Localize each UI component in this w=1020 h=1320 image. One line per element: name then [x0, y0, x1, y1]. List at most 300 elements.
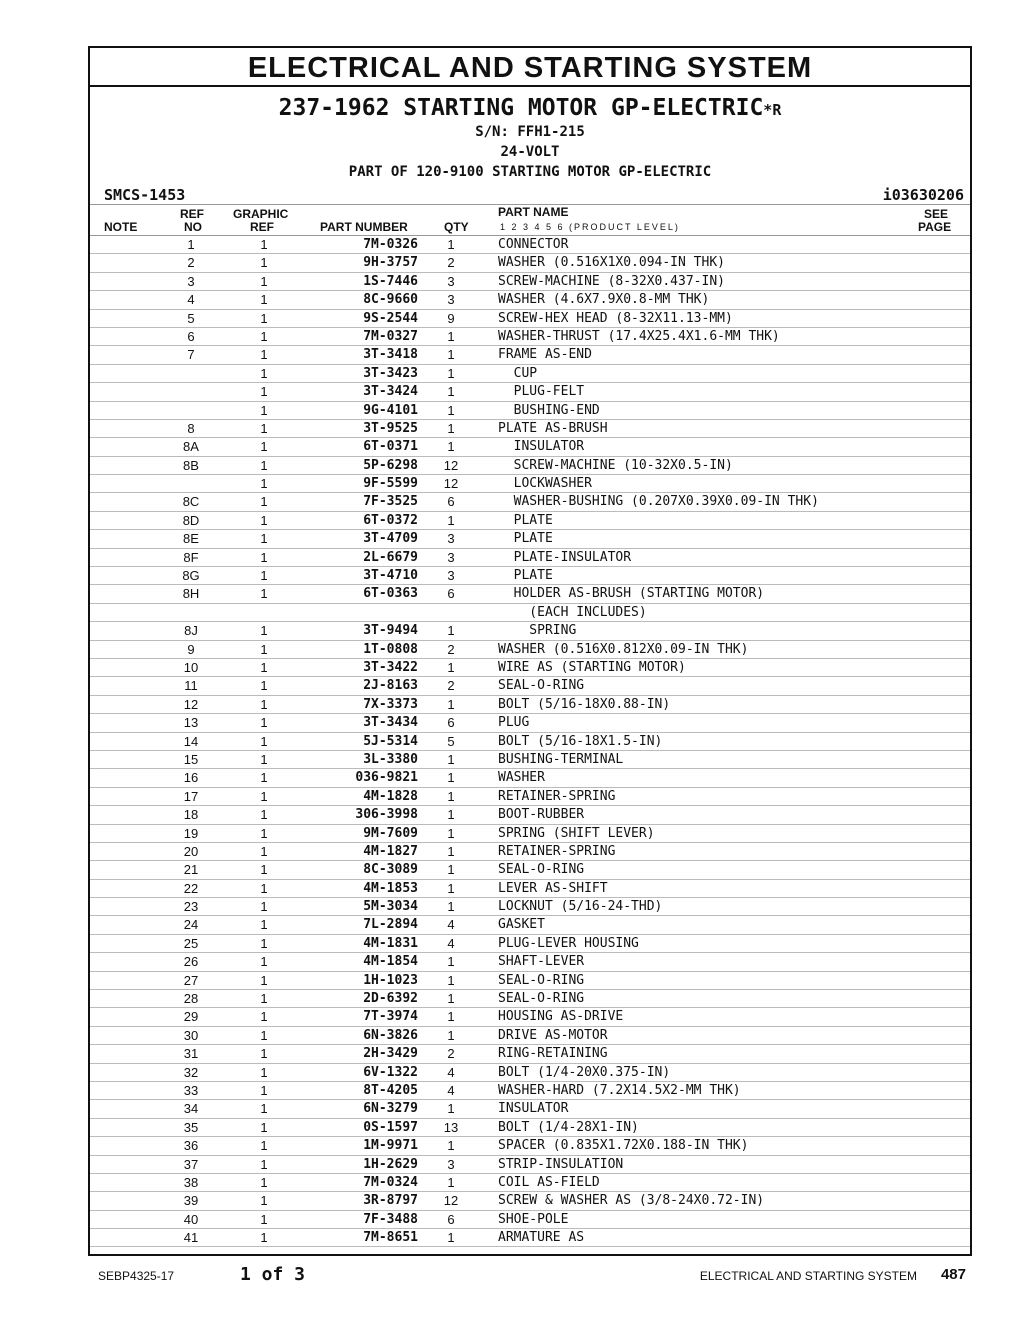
part-number: 3R-8797 — [363, 1193, 418, 1209]
part-number: 7F-3525 — [363, 494, 418, 510]
part-name: SPACER (0.835X1.72X0.188-IN THK) — [498, 1138, 749, 1154]
part-name: ARMATURE AS — [498, 1230, 585, 1246]
part-name: COIL AS-FIELD — [498, 1174, 600, 1190]
part-name: SEAL-O-RING — [498, 862, 585, 878]
graphic-ref: 1 — [260, 788, 268, 804]
table-row — [90, 530, 970, 548]
ref-no: 28 — [183, 991, 199, 1007]
ref-no: 30 — [183, 1027, 199, 1043]
quantity: 1 — [447, 659, 455, 675]
graphic-ref: 1 — [260, 954, 268, 970]
quantity: 1 — [447, 751, 455, 767]
part-number: 9F-5599 — [363, 476, 418, 492]
quantity: 1 — [447, 439, 455, 455]
table-row — [90, 1192, 970, 1210]
graphic-ref: 1 — [260, 531, 268, 547]
quantity: 3 — [447, 568, 455, 584]
ref-no: 20 — [183, 843, 199, 859]
part-number: 5J-5314 — [363, 733, 418, 749]
ref-no: 39 — [183, 1193, 199, 1209]
ref-no: 24 — [183, 917, 199, 933]
part-number: 6N-3826 — [363, 1027, 418, 1043]
part-number: 3T-3418 — [363, 347, 418, 363]
ref-no: 22 — [183, 880, 199, 896]
ref-no: 36 — [183, 1138, 199, 1154]
part-number: 4M-1854 — [363, 954, 418, 970]
quantity: 12 — [443, 1193, 459, 1209]
table-row — [90, 585, 970, 603]
part-name: PLUG-LEVER HOUSING — [498, 935, 639, 951]
quantity: 4 — [447, 935, 455, 951]
part-number: 7M-0324 — [363, 1174, 418, 1190]
parts-list-frame — [88, 46, 972, 1256]
ref-no: 8J — [184, 623, 198, 639]
graphic-ref: 1 — [260, 715, 268, 731]
graphic-ref: 1 — [260, 476, 268, 492]
ref-no: 41 — [183, 1230, 199, 1246]
part-name: SPRING (SHIFT LEVER) — [498, 825, 655, 841]
part-number: 7L-2894 — [363, 917, 418, 933]
table-row — [90, 880, 970, 898]
quantity: 12 — [443, 476, 459, 492]
col-note: NOTE — [104, 220, 138, 234]
graphic-ref: 1 — [260, 328, 268, 344]
quantity: 2 — [447, 255, 455, 271]
graphic-ref: 1 — [260, 1211, 268, 1227]
part-number: 5P-6298 — [363, 457, 418, 473]
part-number: 0S-1597 — [363, 1119, 418, 1135]
quantity: 6 — [447, 1211, 455, 1227]
ref-no: 1 — [187, 237, 195, 252]
table-row — [90, 365, 970, 383]
part-name: HOUSING AS-DRIVE — [498, 1009, 624, 1025]
part-number: 9G-4101 — [363, 402, 418, 418]
footer-section: ELECTRICAL AND STARTING SYSTEM — [699, 1269, 917, 1283]
ref-no: 3 — [187, 273, 195, 289]
part-number: 1H-1023 — [363, 972, 418, 988]
part-name: RING-RETAINING — [498, 1046, 608, 1062]
part-number: 2H-3429 — [363, 1046, 418, 1062]
part-number: 1H-2629 — [363, 1156, 418, 1172]
table-row — [90, 714, 970, 732]
ref-no: 2 — [187, 255, 195, 271]
part-number: 1M-9971 — [363, 1138, 418, 1154]
ref-no: 6 — [187, 328, 195, 344]
quantity: 13 — [443, 1119, 459, 1135]
part-of-line: PART OF 120-9100 STARTING MOTOR GP-ELECTRIC — [348, 164, 712, 180]
col-qty: QTY — [444, 220, 469, 234]
part-name: SHOE-POLE — [498, 1211, 569, 1227]
part-number: 6V-1322 — [363, 1064, 418, 1080]
part-name: WASHER — [498, 770, 545, 786]
part-name: WIRE AS (STARTING MOTOR) — [498, 659, 686, 675]
table-row — [90, 861, 970, 879]
ref-no: 15 — [183, 751, 199, 767]
graphic-ref: 1 — [260, 384, 268, 400]
quantity: 1 — [447, 328, 455, 344]
part-number: 8T-4205 — [363, 1082, 418, 1098]
quantity: 1 — [447, 843, 455, 859]
part-name: PLATE — [498, 531, 553, 547]
part-number: 3T-3424 — [363, 384, 418, 400]
ref-no: 17 — [183, 788, 199, 804]
ref-no: 7 — [187, 347, 195, 363]
ref-no: 37 — [183, 1156, 199, 1172]
graphic-ref: 1 — [260, 568, 268, 584]
table-row — [90, 1156, 970, 1174]
part-number: 2L-6679 — [363, 549, 418, 565]
quantity: 1 — [447, 825, 455, 841]
quantity: 1 — [447, 623, 455, 639]
table-row — [90, 438, 970, 456]
quantity: 1 — [447, 1230, 455, 1246]
table-row — [90, 769, 970, 787]
part-name: PLATE-INSULATOR — [498, 549, 632, 565]
part-number: 3L-3380 — [363, 751, 418, 767]
smcs-code: SMCS-1453 — [104, 186, 186, 204]
serial-number: S/N: FFH1-215 — [475, 124, 585, 140]
table-row — [90, 898, 970, 916]
part-number: 3T-3434 — [363, 715, 418, 731]
table-row — [90, 328, 970, 346]
col-graphic-top: GRAPHIC — [233, 207, 289, 221]
part-name: SCREW & WASHER AS (3/8-24X0.72-IN) — [498, 1193, 765, 1209]
id-line — [90, 182, 970, 204]
graphic-ref: 1 — [260, 659, 268, 675]
table-row — [90, 567, 970, 585]
table-row — [90, 659, 970, 677]
quantity: 1 — [447, 237, 455, 252]
table-row — [90, 310, 970, 328]
part-number: 6T-0363 — [363, 586, 418, 602]
part-name: CONNECTOR — [498, 237, 569, 252]
graphic-ref: 1 — [260, 972, 268, 988]
quantity: 3 — [447, 273, 455, 289]
part-number: 7T-3974 — [363, 1009, 418, 1025]
ref-no: 5 — [187, 310, 195, 326]
table-row — [90, 273, 970, 291]
part-name: INSULATOR — [498, 439, 585, 455]
ref-no: 38 — [183, 1174, 199, 1190]
quantity: 3 — [447, 549, 455, 565]
table-row — [90, 457, 970, 475]
page-number: 487 — [940, 1266, 966, 1283]
part-number: 9S-2544 — [363, 310, 418, 326]
table-row — [90, 1174, 970, 1192]
graphic-ref: 1 — [260, 1064, 268, 1080]
ref-no: 23 — [183, 899, 199, 915]
part-name: WASHER (4.6X7.9X0.8-MM THK) — [498, 292, 710, 308]
quantity: 2 — [447, 678, 455, 694]
part-name: WASHER-HARD (7.2X14.5X2-MM THK) — [498, 1082, 741, 1098]
graphic-ref: 1 — [260, 880, 268, 896]
table-row — [90, 1064, 970, 1082]
part-number: 306-3998 — [355, 807, 418, 823]
quantity: 1 — [447, 1138, 455, 1154]
table-row — [90, 420, 970, 438]
ref-no: 16 — [183, 770, 199, 786]
part-number: 7X-3373 — [363, 696, 418, 712]
col-part-number: PART NUMBER — [320, 220, 408, 234]
table-row — [90, 1100, 970, 1118]
part-name: WASHER (0.516X1X0.094-IN THK) — [498, 255, 725, 271]
part-number: 2D-6392 — [363, 991, 418, 1007]
table-row — [90, 549, 970, 567]
quantity: 1 — [447, 807, 455, 823]
quantity: 4 — [447, 917, 455, 933]
part-name: BOLT (5/16-18X0.88-IN) — [498, 696, 671, 712]
part-name: SCREW-MACHINE (8-32X0.437-IN) — [498, 273, 725, 289]
part-number: 3T-4709 — [363, 531, 418, 547]
part-name: LOCKWASHER — [498, 476, 592, 492]
graphic-ref: 1 — [260, 586, 268, 602]
quantity: 1 — [447, 1101, 455, 1117]
part-number: 1T-0808 — [363, 641, 418, 657]
table-row — [90, 236, 970, 254]
table-row — [90, 475, 970, 493]
ref-no: 8B — [183, 457, 199, 473]
quantity: 6 — [447, 586, 455, 602]
graphic-ref: 1 — [260, 1027, 268, 1043]
ref-no: 12 — [183, 696, 199, 712]
graphic-ref: 1 — [260, 696, 268, 712]
ref-no: 32 — [183, 1064, 199, 1080]
graphic-ref: 1 — [260, 862, 268, 878]
part-number: 9H-3757 — [363, 255, 418, 271]
col-see-bottom: PAGE — [918, 220, 952, 234]
graphic-ref: 1 — [260, 347, 268, 363]
graphic-ref: 1 — [260, 1009, 268, 1025]
graphic-ref: 1 — [260, 1119, 268, 1135]
section-title-band — [90, 48, 970, 87]
table-row — [90, 254, 970, 272]
graphic-ref: 1 — [260, 641, 268, 657]
table-row — [90, 641, 970, 659]
part-name: SPRING — [498, 623, 577, 639]
table-row — [90, 1211, 970, 1229]
part-name: WASHER-THRUST (17.4X25.4X1.6-MM THK) — [498, 328, 780, 344]
table-row — [90, 953, 970, 971]
table-row — [90, 788, 970, 806]
quantity: 2 — [447, 641, 455, 657]
ref-no: 8H — [182, 586, 200, 602]
ref-no: 18 — [183, 807, 199, 823]
part-name: RETAINER-SPRING — [498, 788, 616, 804]
graphic-ref: 1 — [260, 549, 268, 565]
part-number: 7M-0326 — [363, 237, 418, 252]
table-row — [90, 383, 970, 401]
part-name: PLUG — [498, 715, 530, 731]
part-number: 7F-3488 — [363, 1211, 418, 1227]
ref-no: 11 — [184, 678, 198, 694]
illustration-id: i03630206 — [882, 186, 964, 204]
part-number: 1S-7446 — [363, 273, 418, 289]
graphic-ref: 1 — [260, 623, 268, 639]
group-suffix: *R — [763, 101, 782, 119]
part-number: 2J-8163 — [363, 678, 418, 694]
part-number: 7M-0327 — [363, 328, 418, 344]
quantity: 1 — [447, 402, 455, 418]
quantity: 6 — [447, 494, 455, 510]
part-name: (EACH INCLUDES) — [498, 604, 647, 620]
quantity: 1 — [447, 1027, 455, 1043]
part-name: PLATE — [498, 512, 553, 528]
ref-no: 8E — [183, 531, 199, 547]
table-row — [90, 291, 970, 309]
quantity: 3 — [447, 1156, 455, 1172]
quantity: 1 — [447, 512, 455, 528]
part-number: 6T-0372 — [363, 512, 418, 528]
graphic-ref: 1 — [260, 1046, 268, 1062]
quantity: 1 — [447, 788, 455, 804]
table-row — [90, 806, 970, 824]
ref-no: 14 — [183, 733, 199, 749]
graphic-ref: 1 — [260, 1174, 268, 1190]
quantity: 1 — [447, 1174, 455, 1190]
part-name: SCREW-MACHINE (10-32X0.5-IN) — [498, 457, 733, 473]
graphic-ref: 1 — [260, 991, 268, 1007]
part-number: 5M-3034 — [363, 899, 418, 915]
part-number: 3T-3423 — [363, 365, 418, 381]
graphic-ref: 1 — [260, 917, 268, 933]
table-row — [90, 622, 970, 640]
ref-no: 29 — [183, 1009, 199, 1025]
graphic-ref: 1 — [260, 310, 268, 326]
document-id: SEBP4325-17 — [98, 1269, 175, 1283]
part-number: 8C-3089 — [363, 862, 418, 878]
table-row — [90, 1045, 970, 1063]
quantity: 1 — [447, 880, 455, 896]
part-number: 3T-4710 — [363, 568, 418, 584]
parts-table — [90, 236, 970, 1247]
graphic-ref: 1 — [260, 255, 268, 271]
table-row — [90, 972, 970, 990]
ref-no: 8D — [182, 512, 200, 528]
part-name: CUP — [498, 365, 538, 381]
table-row — [90, 1137, 970, 1155]
quantity: 1 — [447, 420, 455, 436]
ref-no: 34 — [183, 1101, 199, 1117]
ref-no: 21 — [183, 862, 199, 878]
table-row — [90, 1119, 970, 1137]
part-name: BUSHING-END — [498, 402, 600, 418]
page-footer — [0, 1264, 1020, 1288]
group-title: 237-1962 STARTING MOTOR GP-ELECTRIC — [278, 95, 764, 121]
part-name: BUSHING-TERMINAL — [498, 751, 624, 767]
part-number: 6T-0371 — [363, 439, 418, 455]
quantity: 1 — [447, 862, 455, 878]
quantity: 1 — [447, 365, 455, 381]
quantity: 1 — [447, 1009, 455, 1025]
ref-no: 27 — [183, 972, 199, 988]
graphic-ref: 1 — [260, 935, 268, 951]
quantity: 4 — [447, 1064, 455, 1080]
graphic-ref: 1 — [260, 1138, 268, 1154]
table-row — [90, 1027, 970, 1045]
col-graphic-bottom: REF — [250, 220, 274, 234]
group-title-line — [90, 96, 970, 122]
page-of: 1 of 3 — [240, 1264, 306, 1285]
part-name: INSULATOR — [498, 1101, 569, 1117]
graphic-ref: 1 — [260, 494, 268, 510]
table-row — [90, 402, 970, 420]
quantity: 1 — [447, 696, 455, 712]
part-name: STRIP-INSULATION — [498, 1156, 624, 1172]
ref-no: 4 — [187, 292, 195, 308]
quantity: 1 — [447, 991, 455, 1007]
table-row — [90, 346, 970, 364]
graphic-ref: 1 — [260, 733, 268, 749]
col-see-top: SEE — [924, 207, 949, 221]
part-name: DRIVE AS-MOTOR — [498, 1027, 608, 1043]
quantity: 6 — [447, 715, 455, 731]
graphic-ref: 1 — [260, 678, 268, 694]
graphic-ref: 1 — [260, 1082, 268, 1098]
quantity: 1 — [447, 384, 455, 400]
table-row — [90, 696, 970, 714]
quantity: 9 — [447, 310, 455, 326]
part-number: 4M-1827 — [363, 843, 418, 859]
ref-no: 26 — [183, 954, 199, 970]
graphic-ref: 1 — [260, 365, 268, 381]
table-row — [90, 843, 970, 861]
part-name: WASHER (0.516X0.812X0.09-IN THK) — [498, 641, 749, 657]
part-name: WASHER-BUSHING (0.207X0.39X0.09-IN THK) — [498, 494, 819, 510]
graphic-ref: 1 — [260, 439, 268, 455]
ref-no: 8 — [187, 420, 195, 436]
graphic-ref: 1 — [260, 807, 268, 823]
ref-no: 8F — [183, 549, 199, 565]
col-part-name: PART NAME — [498, 205, 569, 219]
table-row — [90, 677, 970, 695]
part-number: 3T-9494 — [363, 623, 418, 639]
ref-no: 8A — [183, 439, 199, 455]
ref-no: 10 — [183, 659, 199, 675]
ref-no: 19 — [183, 825, 199, 841]
quantity: 4 — [447, 1082, 455, 1098]
quantity: 1 — [447, 972, 455, 988]
quantity: 3 — [447, 531, 455, 547]
part-name: PLUG-FELT — [498, 384, 585, 400]
table-row — [90, 990, 970, 1008]
part-name: SCREW-HEX HEAD (8-32X11.13-MM) — [498, 310, 733, 326]
part-name: FRAME AS-END — [498, 347, 592, 363]
part-number: 4M-1831 — [363, 935, 418, 951]
part-name: SEAL-O-RING — [498, 678, 585, 694]
graphic-ref: 1 — [260, 402, 268, 418]
part-name: SEAL-O-RING — [498, 991, 585, 1007]
table-row — [90, 1082, 970, 1100]
part-name: LOCKNUT (5/16-24-THD) — [498, 899, 663, 915]
table-row — [90, 825, 970, 843]
graphic-ref: 1 — [260, 843, 268, 859]
ref-no: 8C — [182, 494, 200, 510]
part-name: PLATE — [498, 568, 553, 584]
voltage: 24-VOLT — [500, 144, 560, 160]
part-number: 8C-9660 — [363, 292, 418, 308]
ref-no: 25 — [183, 935, 199, 951]
ref-no: 35 — [183, 1119, 199, 1135]
part-name: BOLT (5/16-18X1.5-IN) — [498, 733, 663, 749]
graphic-ref: 1 — [260, 420, 268, 436]
graphic-ref: 1 — [260, 751, 268, 767]
part-number: 4M-1853 — [363, 880, 418, 896]
graphic-ref: 1 — [260, 292, 268, 308]
ref-no: 31 — [183, 1046, 199, 1062]
ref-no: 40 — [183, 1211, 199, 1227]
graphic-ref: 1 — [260, 770, 268, 786]
part-name: PLATE AS-BRUSH — [498, 420, 608, 436]
